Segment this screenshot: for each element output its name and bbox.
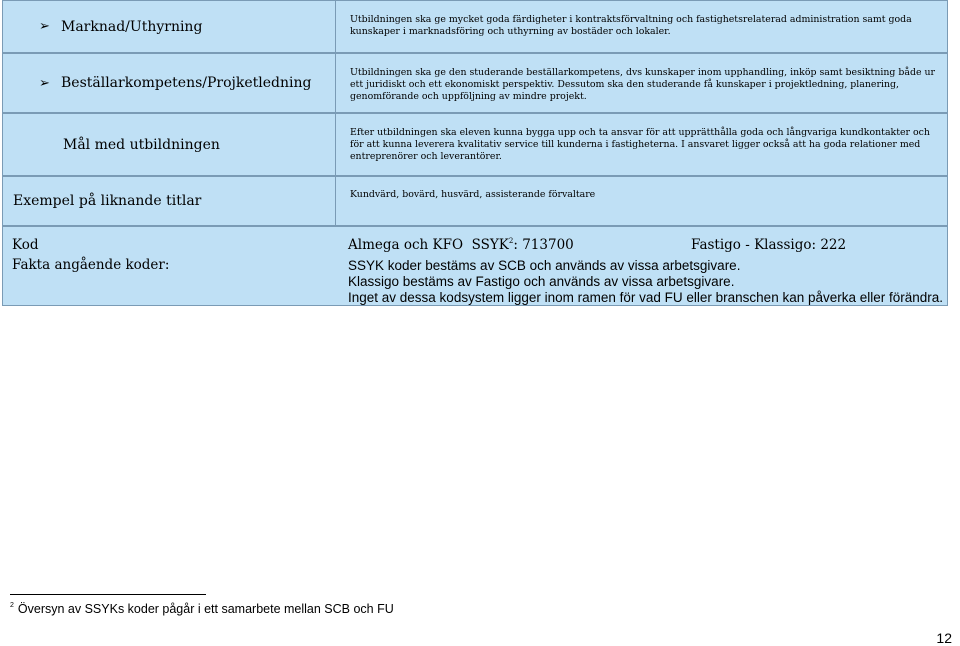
fact-line: Klassigo bestäms av Fastigo och används av vissa arbetsgivare. — [348, 274, 735, 289]
page-number: 12 — [936, 630, 952, 646]
table-row-mal — [2, 113, 948, 176]
row-title: Marknad/Uthyrning — [61, 18, 203, 35]
fact-line: Inget av dessa kodsystem ligger inom ramen för vad FU eller branschen kan påverka eller förändra. — [348, 290, 944, 305]
arrow-bullet-icon: ➢ — [39, 19, 50, 34]
ssyk-code — [348, 237, 574, 253]
row-title: Exempel på liknande titlar — [13, 193, 202, 209]
row-title: Beställarkompetens/Projketledning — [61, 75, 312, 91]
footnote — [10, 602, 394, 616]
table-row-bestallar — [2, 53, 948, 113]
fact-line: SSYK koder bestäms av SCB och används av vissa arbetsgivare. — [348, 258, 741, 273]
table-row-titlar — [2, 176, 948, 226]
row-description-cell — [336, 177, 947, 225]
row-description-cell — [336, 1, 947, 52]
arrow-bullet-icon: ➢ — [39, 75, 50, 91]
row-title: Mål med utbildningen — [63, 136, 220, 153]
footnote-number: 2 — [10, 602, 14, 609]
footnote-divider — [10, 594, 206, 595]
ssyk-value: : 713700 — [513, 237, 574, 253]
almega-prefix: Almega och KFO — [348, 237, 464, 253]
row-description: Efter utbildningen ska eleven kunna bygga upp och ta ansvar för att upprätthålla goda och långvariga kundkontakter och för att kunna leverera kvalitativ service till kunderna i fastigheterna. I ansvaret ligger också att ha goda relationer med entreprenörer och leverantörer. — [350, 127, 930, 162]
row-description: Kundvärd, bovärd, husvärd, assisterande förvaltare — [350, 189, 596, 200]
facts-label: Fakta angående koder: — [12, 257, 170, 273]
row-label-cell — [3, 54, 336, 112]
fastigo-code: Fastigo - Klassigo: 222 — [691, 237, 847, 253]
row-description-cell — [336, 54, 947, 112]
footnote-text: Översyn av SSYKs koder pågår i ett samarbete mellan SCB och FU — [17, 602, 394, 616]
row-description: Utbildningen ska ge den studerande beställarkompetens, dvs kunskaper inom upphandling, inköp samt besiktning både ur ett juridiskt och ett ekonomiskt perspektiv. Dessutom ska den studerande få kunskaper i projektledning, planering, genomförande och uppföljning av mindre projekt. — [350, 67, 936, 102]
table-row-marknad — [2, 0, 948, 53]
row-label-cell — [3, 1, 336, 52]
row-description: Utbildningen ska ge mycket goda färdigheter i kontraktsförvaltning och fastighetsrelaterad administration samt goda kunskaper i marknadsföring och uthyrning av bostäder och lokaler. — [350, 14, 912, 37]
footnote-ref: 2 — [508, 237, 514, 245]
ssyk-label: SSYK — [471, 237, 509, 253]
row-label-cell — [3, 177, 336, 225]
kod-label: Kod — [12, 237, 39, 253]
codes-section — [2, 226, 948, 306]
row-description-cell — [336, 114, 947, 175]
row-label-cell — [3, 114, 336, 175]
